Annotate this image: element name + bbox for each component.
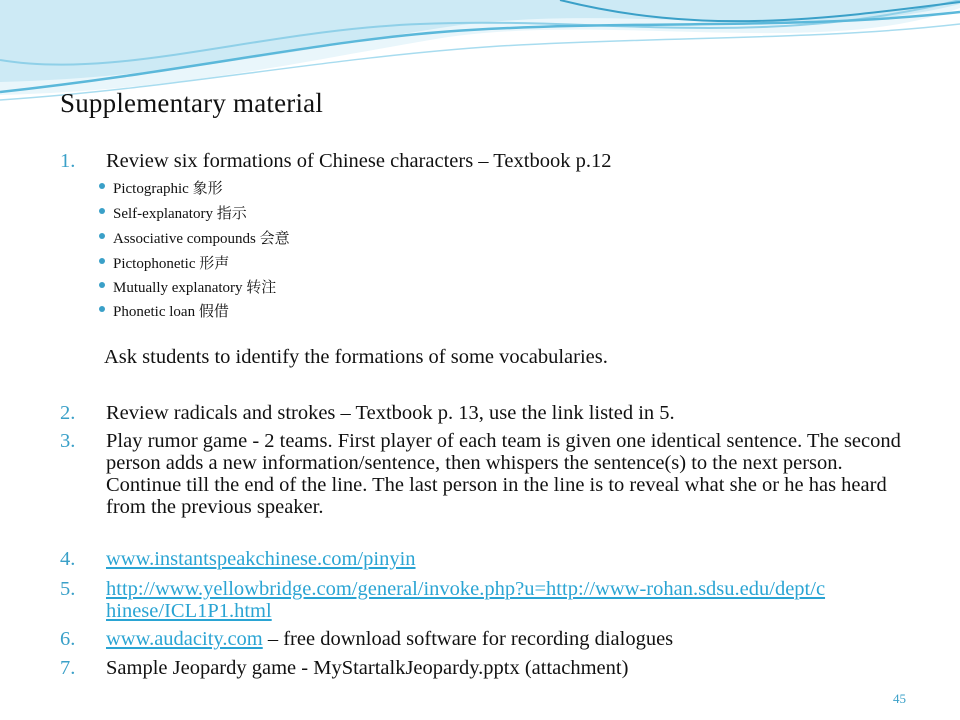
formation-item: Pictographic 象形 xyxy=(113,177,223,198)
list-item-1 xyxy=(60,150,920,172)
item-number: 6. xyxy=(60,628,76,650)
yellowbridge-link[interactable]: http://www.yellowbridge.com/general/invoke.php?u=http://www-rohan.sdsu.edu/dept/chinese/ICL1P1.html xyxy=(106,578,826,622)
item-number: 5. xyxy=(60,578,76,600)
item-text: www.audacity.com – free download software for recording dialogues xyxy=(106,628,674,650)
list-item-3 xyxy=(60,430,920,518)
list-item-7 xyxy=(60,657,920,679)
item-number: 3. xyxy=(60,430,76,452)
item-number: 4. xyxy=(60,548,76,570)
bullet-icon xyxy=(99,306,105,312)
pinyin-link[interactable]: www.instantspeakchinese.com/pinyin xyxy=(106,548,416,570)
formation-item: Phonetic loan 假借 xyxy=(113,300,229,321)
item-number: 2. xyxy=(60,402,76,424)
list-item-2 xyxy=(60,402,920,424)
item-text: Review six formations of Chinese characters – Textbook p.12 xyxy=(106,150,612,172)
item-text: Play rumor game - 2 teams. First player of each team is given one identical sentence. The second person adds a new information/sentence, then whispers the sentence(s) to the next person. Continue till the end of the line. The last person in the line is to reveal what she or he has heard from the previous speaker. xyxy=(106,430,901,518)
formation-item: Pictophonetic 形声 xyxy=(113,252,229,273)
audacity-link[interactable]: www.audacity.com xyxy=(106,628,263,650)
list-item-6 xyxy=(60,628,920,650)
item-number: 7. xyxy=(60,657,76,679)
list-item-4 xyxy=(60,548,920,570)
slide-title: Supplementary material xyxy=(60,88,324,118)
instruction-note: Ask students to identify the formations of some vocabularies. xyxy=(104,346,608,368)
list-item-5 xyxy=(60,578,920,622)
item-text: Review radicals and strokes – Textbook p. 13, use the link listed in 5. xyxy=(106,402,675,424)
item-text: Sample Jeopardy game - MyStartalkJeopardy.pptx (attachment) xyxy=(106,657,629,679)
bullet-icon xyxy=(99,258,105,264)
bullet-icon xyxy=(99,233,105,239)
formation-item: Associative compounds 会意 xyxy=(113,227,290,248)
item-number: 1. xyxy=(60,150,76,172)
page-number: 45 xyxy=(893,691,906,706)
formation-item: Mutually explanatory 转注 xyxy=(113,276,276,297)
bullet-icon xyxy=(99,282,105,288)
bullet-icon xyxy=(99,208,105,214)
bullet-icon xyxy=(99,183,105,189)
formation-item: Self-explanatory 指示 xyxy=(113,202,247,223)
